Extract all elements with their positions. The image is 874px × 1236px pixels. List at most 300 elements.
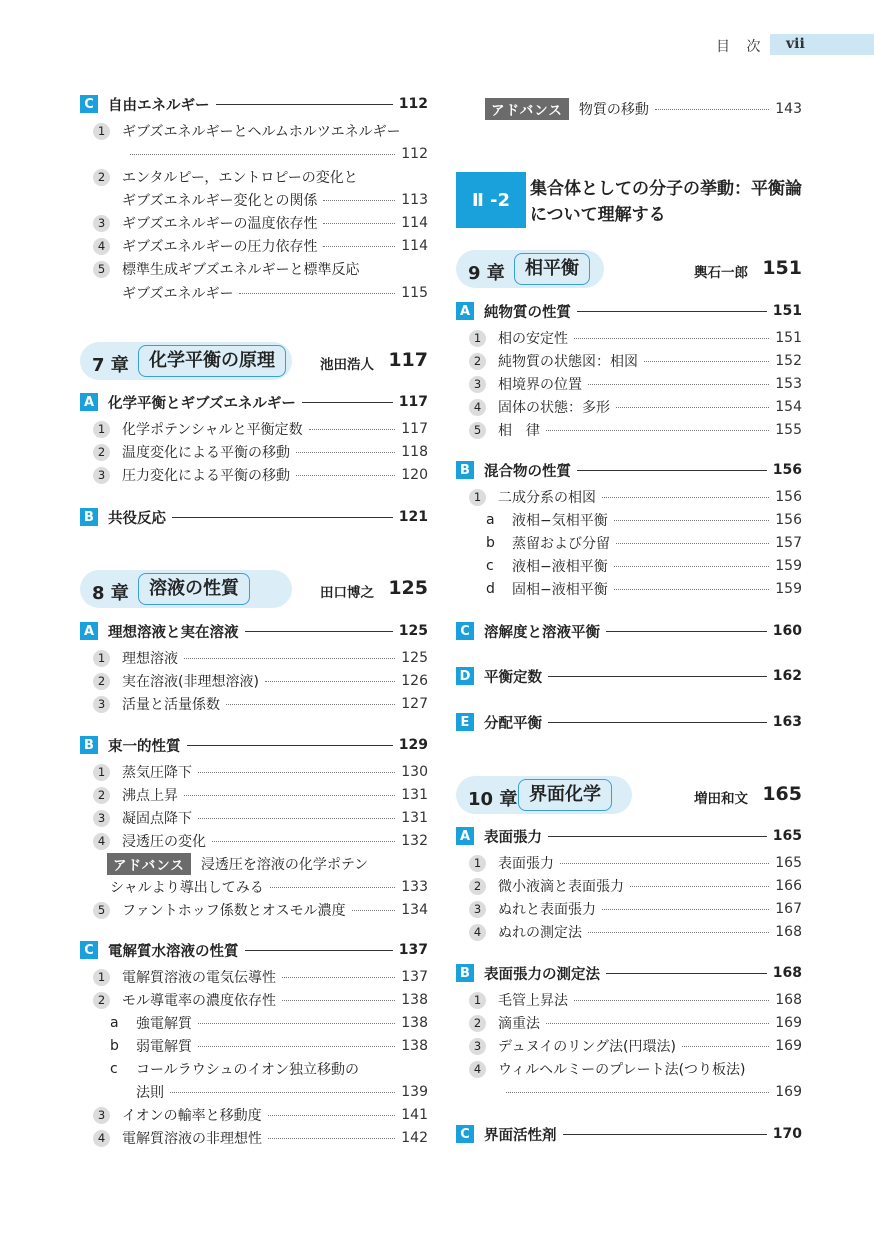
toc-item-entry[interactable] bbox=[456, 420, 802, 440]
entry-title: 分配平衡 bbox=[484, 715, 542, 732]
dot-leader bbox=[614, 589, 770, 590]
dot-leader bbox=[323, 246, 395, 247]
toc-subitem-entry[interactable] bbox=[456, 510, 802, 530]
toc-item-entry[interactable] bbox=[80, 1105, 428, 1125]
toc-item-entry[interactable] bbox=[80, 167, 428, 187]
entry-page: 131 bbox=[401, 787, 428, 803]
toc-section-entry[interactable] bbox=[456, 460, 802, 480]
toc-section-entry[interactable] bbox=[80, 940, 428, 960]
entry-title: モル導電率の濃度依存性 bbox=[122, 993, 276, 1009]
chapter-number: 8 章 bbox=[92, 583, 129, 604]
item-number-circle: 4 bbox=[93, 238, 110, 255]
entry-page: 154 bbox=[775, 399, 802, 415]
toc-item-entry[interactable] bbox=[80, 831, 428, 851]
toc-item-entry[interactable] bbox=[80, 785, 428, 805]
part-title-line1: 集合体としての分子の挙動：平衡論 bbox=[530, 179, 802, 199]
entry-title: 温度変化による平衡の移動 bbox=[122, 445, 290, 461]
entry-page: 153 bbox=[775, 376, 802, 392]
entry-page: 133 bbox=[401, 879, 428, 895]
chapter-page: 117 bbox=[388, 349, 428, 371]
toc-subitem-entry[interactable] bbox=[456, 533, 802, 553]
entry-title: 相境界の位置 bbox=[498, 377, 582, 393]
item-number-circle: 2 bbox=[469, 878, 486, 895]
toc-section-entry[interactable] bbox=[80, 621, 428, 641]
toc-item-entry[interactable] bbox=[80, 694, 428, 714]
title-rule bbox=[577, 311, 767, 312]
entry-title-line2: ギブズエネルギー変化との関係 bbox=[122, 193, 318, 209]
entry-title: 二成分系の相図 bbox=[498, 490, 596, 506]
dot-leader bbox=[198, 1023, 395, 1024]
toc-section-entry[interactable] bbox=[80, 507, 428, 527]
entry-title: 共役反応 bbox=[108, 510, 166, 527]
entry-page: 143 bbox=[775, 101, 802, 117]
toc-item-entry[interactable] bbox=[80, 419, 428, 439]
toc-item-entry[interactable] bbox=[80, 648, 428, 668]
entry-title-line2: 法則 bbox=[136, 1085, 164, 1101]
dot-leader bbox=[296, 452, 395, 453]
entry-page: 138 bbox=[401, 1015, 428, 1031]
item-number-circle: 4 bbox=[93, 1130, 110, 1147]
item-number-circle: 1 bbox=[93, 123, 110, 140]
entry-title: 固体の状態：多形 bbox=[498, 400, 610, 416]
entry-title: ファントホッフ係数とオスモル濃度 bbox=[122, 903, 346, 919]
entry-title: ギブズエネルギーの温度依存性 bbox=[122, 216, 318, 232]
entry-page: 169 bbox=[775, 1015, 802, 1031]
title-rule bbox=[563, 1134, 767, 1135]
chapter-title: 化学平衡の原理 bbox=[138, 345, 286, 377]
dot-leader bbox=[506, 1092, 769, 1093]
item-number-circle: 1 bbox=[469, 330, 486, 347]
entry-title: 標準生成ギブズエネルギーと標準反応 bbox=[122, 262, 360, 278]
item-number-circle: 2 bbox=[93, 787, 110, 804]
item-number-circle: 5 bbox=[469, 422, 486, 439]
entry-title: コールラウシュのイオン独立移動の bbox=[136, 1062, 360, 1078]
entry-page: 170 bbox=[772, 1126, 802, 1142]
title-rule bbox=[606, 631, 767, 632]
item-number-circle: 1 bbox=[469, 992, 486, 1009]
title-rule bbox=[245, 950, 393, 951]
toc-item-entry[interactable] bbox=[456, 1013, 802, 1033]
entry-title: 化学平衡とギブズエネルギー bbox=[108, 395, 296, 412]
entry-title: 相の安定性 bbox=[498, 331, 568, 347]
entry-page: 138 bbox=[401, 1038, 428, 1054]
chapter-title: 相平衡 bbox=[514, 253, 590, 285]
dot-leader bbox=[268, 1115, 396, 1116]
entry-title: 沸点上昇 bbox=[122, 788, 178, 804]
entry-page: 139 bbox=[401, 1084, 428, 1100]
toc-item-entry[interactable] bbox=[80, 808, 428, 828]
dot-leader bbox=[614, 566, 770, 567]
entry-title: 表面張力の測定法 bbox=[484, 966, 600, 983]
entry-page: 151 bbox=[775, 330, 802, 346]
entry-page: 113 bbox=[401, 192, 428, 208]
entry-page: 157 bbox=[775, 535, 802, 551]
entry-title: デュヌイのリング法(円環法) bbox=[498, 1039, 676, 1055]
entry-page: 125 bbox=[398, 623, 428, 639]
toc-item-entry[interactable] bbox=[456, 1059, 802, 1079]
dot-leader bbox=[574, 1000, 769, 1001]
subitem-letter: c bbox=[486, 558, 494, 574]
chapter-page: 151 bbox=[762, 257, 802, 279]
item-number-circle: 4 bbox=[469, 924, 486, 941]
toc-item-entry[interactable] bbox=[80, 465, 428, 485]
entry-title: ぬれと表面張力 bbox=[498, 902, 596, 918]
entry-title: 電解質溶液の電気伝導性 bbox=[122, 970, 276, 986]
chapter-author: 輿石一郎 bbox=[694, 265, 748, 281]
entry-title: 蒸留および分留 bbox=[512, 536, 610, 552]
entry-title: 凝固点降下 bbox=[122, 811, 192, 827]
section-letter-badge: C bbox=[456, 1125, 474, 1143]
entry-title: 滴重法 bbox=[498, 1016, 540, 1032]
entry-title: 電解質水溶液の性質 bbox=[108, 943, 239, 960]
entry-title: 微小液滴と表面張力 bbox=[498, 879, 624, 895]
dot-leader bbox=[352, 910, 396, 911]
toc-section-entry[interactable] bbox=[456, 963, 802, 983]
dot-leader bbox=[309, 429, 396, 430]
entry-page: 165 bbox=[775, 855, 802, 871]
entry-page: 165 bbox=[772, 828, 802, 844]
item-number-circle: 3 bbox=[93, 215, 110, 232]
dot-leader bbox=[616, 407, 769, 408]
entry-page: 166 bbox=[775, 878, 802, 894]
toc-subitem-entry[interactable] bbox=[80, 1013, 428, 1033]
toc-item-entry[interactable] bbox=[456, 487, 802, 507]
entry-title: 化学ポテンシャルと平衡定数 bbox=[122, 422, 303, 438]
toc-item-entry[interactable] bbox=[456, 922, 802, 942]
entry-title: 理想溶液 bbox=[122, 651, 178, 667]
chapter-page: 165 bbox=[762, 783, 802, 805]
toc-item-continuation bbox=[456, 1082, 802, 1102]
toc-item-entry[interactable] bbox=[80, 967, 428, 987]
entry-page: 152 bbox=[775, 353, 802, 369]
toc-item-entry[interactable] bbox=[456, 351, 802, 371]
section-letter-badge: C bbox=[80, 941, 98, 959]
entry-page: 114 bbox=[401, 238, 428, 254]
entry-page: 118 bbox=[401, 444, 428, 460]
toc-subitem-entry[interactable] bbox=[456, 579, 802, 599]
toc-section-entry[interactable] bbox=[80, 735, 428, 755]
entry-title-line2: ギブズエネルギー bbox=[122, 286, 234, 302]
entry-title: 表面張力 bbox=[484, 829, 542, 846]
dot-leader bbox=[212, 841, 395, 842]
section-letter-badge: A bbox=[80, 622, 98, 640]
item-number-circle: 2 bbox=[469, 1015, 486, 1032]
toc-item-continuation bbox=[80, 283, 428, 303]
toc-item-entry[interactable] bbox=[456, 853, 802, 873]
toc-item-entry[interactable] bbox=[80, 990, 428, 1010]
chapter-title: 界面化学 bbox=[518, 779, 612, 811]
item-number-circle: 4 bbox=[93, 833, 110, 850]
part-title bbox=[530, 176, 802, 228]
title-rule bbox=[548, 676, 767, 677]
entry-title: 純物質の状態図：相図 bbox=[498, 354, 638, 370]
chapter-title: 溶液の性質 bbox=[138, 573, 250, 605]
item-number-circle: 2 bbox=[93, 169, 110, 186]
entry-page: 131 bbox=[401, 810, 428, 826]
toc-item-entry[interactable] bbox=[456, 374, 802, 394]
entry-page: 117 bbox=[401, 421, 428, 437]
title-rule bbox=[577, 470, 767, 471]
entry-page: 114 bbox=[401, 215, 428, 231]
entry-page: 159 bbox=[775, 558, 802, 574]
section-letter-badge: C bbox=[80, 95, 98, 113]
chapter-page: 125 bbox=[388, 577, 428, 599]
toc-section-entry[interactable] bbox=[456, 301, 802, 321]
item-number-circle: 4 bbox=[469, 399, 486, 416]
chapter-author: 増田和文 bbox=[694, 791, 748, 807]
dot-leader bbox=[226, 704, 395, 705]
dot-leader bbox=[198, 772, 395, 773]
item-number-circle: 3 bbox=[93, 467, 110, 484]
toc-section-entry[interactable] bbox=[456, 826, 802, 846]
toc-section-entry[interactable] bbox=[80, 392, 428, 412]
dot-leader bbox=[270, 887, 396, 888]
chapter-number: 9 章 bbox=[468, 263, 505, 284]
chapter-heading[interactable] bbox=[80, 342, 428, 382]
title-rule bbox=[548, 836, 767, 837]
entry-page: 127 bbox=[401, 696, 428, 712]
dot-leader bbox=[170, 1092, 395, 1093]
toc-item-continuation bbox=[80, 877, 428, 897]
entry-title: ウィルヘルミーのプレート法(つり板法) bbox=[498, 1062, 746, 1078]
dot-leader bbox=[655, 109, 769, 110]
entry-title: 自由エネルギー bbox=[108, 97, 210, 114]
toc-item-entry[interactable] bbox=[80, 762, 428, 782]
entry-page: 159 bbox=[775, 581, 802, 597]
toc-item-entry[interactable] bbox=[456, 990, 802, 1010]
subitem-letter: c bbox=[110, 1061, 118, 1077]
entry-title: 電解質溶液の非理想性 bbox=[122, 1131, 262, 1147]
dot-leader bbox=[602, 909, 769, 910]
dot-leader bbox=[616, 543, 769, 544]
subitem-letter: b bbox=[110, 1038, 119, 1054]
item-number-circle: 3 bbox=[469, 901, 486, 918]
dot-leader bbox=[588, 932, 769, 933]
item-number-circle: 3 bbox=[93, 1107, 110, 1124]
chapter-number: 7 章 bbox=[92, 355, 129, 376]
dot-leader bbox=[282, 977, 395, 978]
item-number-circle: 3 bbox=[93, 696, 110, 713]
toc-item-continuation bbox=[80, 144, 428, 164]
toc-item-entry[interactable] bbox=[456, 397, 802, 417]
entry-page: 162 bbox=[772, 668, 802, 684]
toc-item-entry[interactable] bbox=[80, 671, 428, 691]
subitem-letter: a bbox=[486, 512, 495, 528]
dot-leader bbox=[560, 863, 769, 864]
part-title-line2: について理解する bbox=[530, 205, 666, 225]
section-letter-badge: A bbox=[456, 827, 474, 845]
toc-advance-entry[interactable] bbox=[80, 854, 428, 874]
entry-page: 120 bbox=[401, 467, 428, 483]
entry-title: 毛管上昇法 bbox=[498, 993, 568, 1009]
toc-section-entry[interactable] bbox=[456, 666, 802, 686]
subitem-letter: d bbox=[486, 581, 495, 597]
item-number-circle: 3 bbox=[93, 810, 110, 827]
title-rule bbox=[172, 517, 393, 518]
subitem-letter: b bbox=[486, 535, 495, 551]
entry-title: ぬれの測定法 bbox=[498, 925, 582, 941]
part-label-badge: Ⅱ -2 bbox=[456, 172, 526, 228]
toc-subitem-entry[interactable] bbox=[80, 1059, 428, 1079]
entry-title: 溶解度と溶液平衡 bbox=[484, 624, 600, 641]
entry-title: 混合物の性質 bbox=[484, 463, 571, 480]
entry-page: 155 bbox=[775, 422, 802, 438]
entry-page: 126 bbox=[401, 673, 428, 689]
chapter-author: 田口博之 bbox=[320, 585, 374, 601]
entry-title: 純物質の性質 bbox=[484, 304, 571, 321]
dot-leader bbox=[198, 1046, 395, 1047]
dot-leader bbox=[282, 1000, 395, 1001]
entry-title: 物質の移動 bbox=[578, 102, 649, 118]
dot-leader bbox=[682, 1046, 769, 1047]
advance-tag: アドバンス bbox=[107, 853, 191, 875]
toc-item-entry[interactable] bbox=[80, 900, 428, 920]
item-number-circle: 3 bbox=[469, 376, 486, 393]
entry-title: 界面活性剤 bbox=[484, 1127, 557, 1144]
section-letter-badge: B bbox=[456, 461, 474, 479]
entry-page: 125 bbox=[401, 650, 428, 666]
entry-title: 浸透圧を溶液の化学ポテン bbox=[200, 857, 369, 873]
entry-page: 168 bbox=[775, 992, 802, 1008]
entry-page: 156 bbox=[772, 462, 802, 478]
toc-item-entry[interactable] bbox=[456, 899, 802, 919]
section-letter-badge: B bbox=[80, 736, 98, 754]
title-rule bbox=[216, 104, 393, 105]
title-rule bbox=[548, 722, 767, 723]
entry-page: 115 bbox=[401, 285, 428, 301]
toc-item-entry[interactable] bbox=[80, 213, 428, 233]
item-number-circle: 1 bbox=[93, 764, 110, 781]
toc-section-entry[interactable] bbox=[456, 1124, 802, 1144]
toc-advance-entry[interactable] bbox=[456, 99, 802, 119]
dot-leader bbox=[602, 497, 769, 498]
entry-title: 浸透圧の変化 bbox=[122, 834, 206, 850]
entry-title: 液相−気相平衡 bbox=[512, 513, 608, 529]
toc-item-entry[interactable] bbox=[456, 876, 802, 896]
entry-page: 130 bbox=[401, 764, 428, 780]
entry-title: 相 律 bbox=[498, 423, 540, 439]
dot-leader bbox=[184, 795, 395, 796]
chapter-author: 池田浩人 bbox=[320, 357, 374, 373]
item-number-circle: 2 bbox=[93, 673, 110, 690]
entry-page: 129 bbox=[398, 737, 428, 753]
running-header-label: 目 次 bbox=[716, 39, 767, 55]
toc-section-entry[interactable] bbox=[80, 94, 428, 114]
dot-leader bbox=[198, 818, 395, 819]
toc-section-entry[interactable] bbox=[456, 712, 802, 732]
entry-page: 141 bbox=[401, 1107, 428, 1123]
entry-page: 160 bbox=[772, 623, 802, 639]
dot-leader bbox=[296, 475, 395, 476]
title-rule bbox=[302, 402, 393, 403]
entry-page: 112 bbox=[401, 146, 428, 162]
entry-title: 実在溶液(非理想溶液) bbox=[122, 674, 259, 690]
dot-leader bbox=[588, 384, 769, 385]
entry-title: 蒸気圧降下 bbox=[122, 765, 192, 781]
entry-page: 151 bbox=[772, 303, 802, 319]
chapter-heading[interactable] bbox=[80, 570, 428, 610]
section-letter-badge: D bbox=[456, 667, 474, 685]
toc-section-entry[interactable] bbox=[456, 621, 802, 641]
item-number-circle: 5 bbox=[93, 902, 110, 919]
dot-leader bbox=[546, 1023, 769, 1024]
dot-leader bbox=[614, 520, 770, 521]
chapter-number: 10 章 bbox=[468, 789, 518, 810]
entry-title: 活量と活量係数 bbox=[122, 697, 220, 713]
item-number-circle: 1 bbox=[469, 489, 486, 506]
toc-subitem-entry[interactable] bbox=[80, 1036, 428, 1056]
toc-item-entry[interactable] bbox=[80, 1128, 428, 1148]
chapter-heading[interactable] bbox=[456, 250, 802, 290]
dot-leader bbox=[323, 200, 395, 201]
section-letter-badge: A bbox=[456, 302, 474, 320]
dot-leader bbox=[644, 361, 769, 362]
dot-leader bbox=[130, 154, 395, 155]
title-rule bbox=[187, 745, 393, 746]
toc-subitem-entry[interactable] bbox=[456, 556, 802, 576]
toc-item-entry[interactable] bbox=[456, 1036, 802, 1056]
dot-leader bbox=[574, 338, 769, 339]
item-number-circle: 5 bbox=[93, 261, 110, 278]
toc-item-entry[interactable] bbox=[80, 259, 428, 279]
item-number-circle: 1 bbox=[93, 421, 110, 438]
toc-item-continuation bbox=[80, 1082, 428, 1102]
entry-title: ギブズエネルギーとヘルムホルツエネルギー bbox=[122, 124, 401, 140]
dot-leader bbox=[239, 293, 395, 294]
entry-page: 167 bbox=[775, 901, 802, 917]
entry-page: 156 bbox=[775, 512, 802, 528]
entry-title: 束一的性質 bbox=[108, 738, 181, 755]
entry-page: 156 bbox=[775, 489, 802, 505]
item-number-circle: 2 bbox=[93, 992, 110, 1009]
item-number-circle: 2 bbox=[469, 353, 486, 370]
entry-title: ギブズエネルギーの圧力依存性 bbox=[122, 239, 318, 255]
section-letter-badge: A bbox=[80, 393, 98, 411]
entry-title: 理想溶液と実在溶液 bbox=[108, 624, 239, 641]
entry-title: 圧力変化による平衡の移動 bbox=[122, 468, 290, 484]
dot-leader bbox=[323, 223, 395, 224]
dot-leader bbox=[546, 430, 769, 431]
item-number-circle: 1 bbox=[469, 855, 486, 872]
dot-leader bbox=[265, 681, 395, 682]
entry-page: 138 bbox=[401, 992, 428, 1008]
entry-title: 固相−液相平衡 bbox=[512, 582, 608, 598]
advance-tag: アドバンス bbox=[485, 98, 569, 120]
entry-page: 142 bbox=[401, 1130, 428, 1146]
entry-page: 163 bbox=[772, 714, 802, 730]
entry-title: 液相−液相平衡 bbox=[512, 559, 608, 575]
section-letter-badge: E bbox=[456, 713, 474, 731]
toc-item-continuation bbox=[80, 190, 428, 210]
dot-leader bbox=[268, 1138, 395, 1139]
subitem-letter: a bbox=[110, 1015, 119, 1031]
section-letter-badge: B bbox=[80, 508, 98, 526]
entry-title-line2: シャルより導出してみる bbox=[110, 880, 264, 896]
toc-item-entry[interactable] bbox=[456, 328, 802, 348]
toc-item-entry[interactable] bbox=[80, 121, 428, 141]
item-number-circle: 2 bbox=[93, 444, 110, 461]
chapter-heading[interactable] bbox=[456, 776, 802, 816]
entry-title: 弱電解質 bbox=[136, 1039, 192, 1055]
dot-leader bbox=[630, 886, 769, 887]
title-rule bbox=[606, 973, 767, 974]
toc-item-entry[interactable] bbox=[80, 442, 428, 462]
entry-page: 168 bbox=[775, 924, 802, 940]
entry-page: 168 bbox=[772, 965, 802, 981]
toc-item-entry[interactable] bbox=[80, 236, 428, 256]
section-letter-badge: B bbox=[456, 964, 474, 982]
page-number: vii bbox=[786, 36, 805, 52]
